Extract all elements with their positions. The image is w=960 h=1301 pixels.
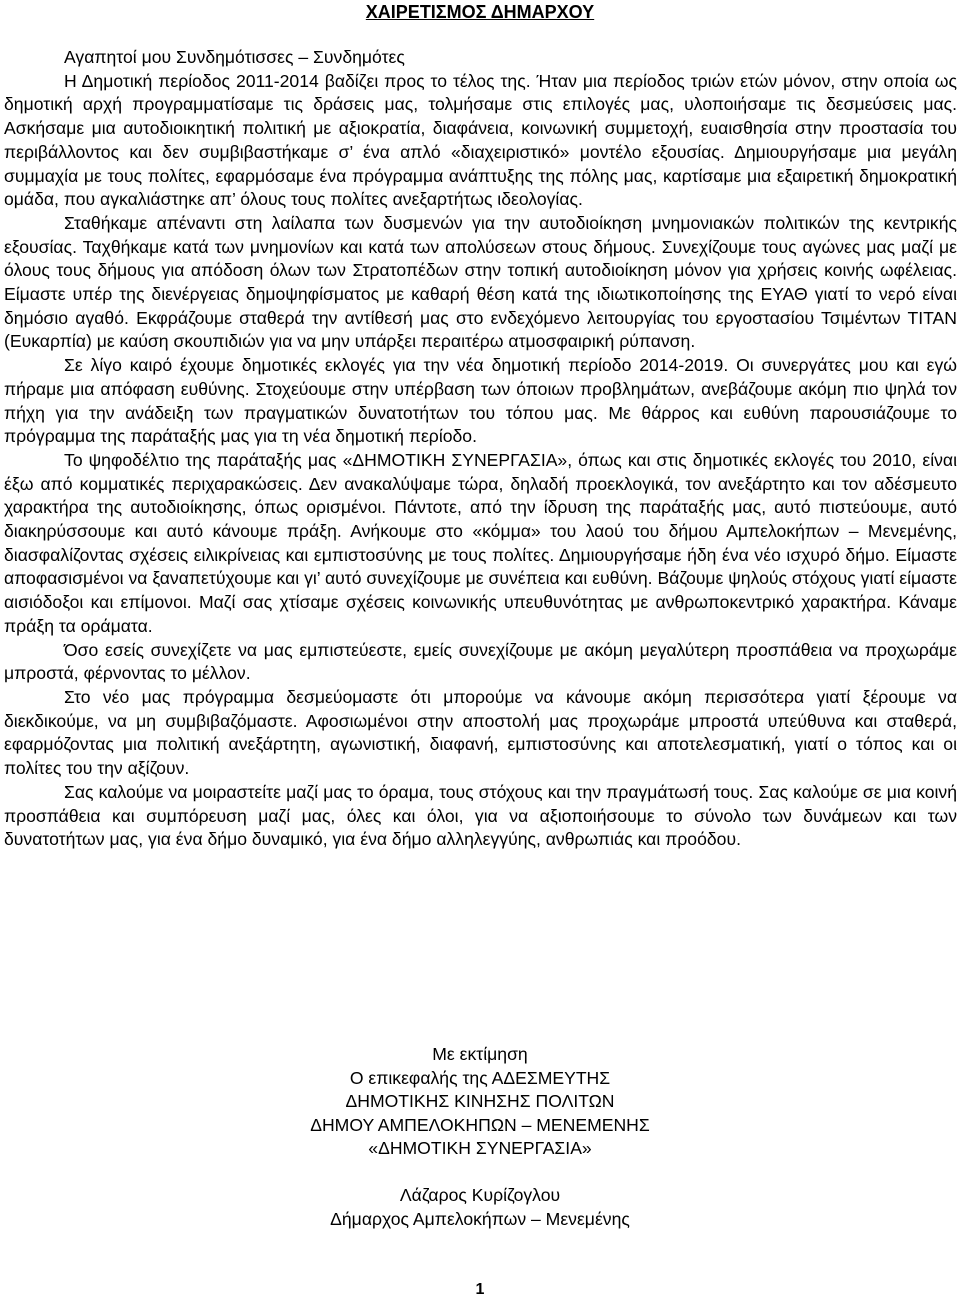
paragraph-positions: Σταθήκαμε απέναντι στη λαίλαπα των δυσμενών για την αυτοδιοίκηση μνημονιακών πολιτικών της κεντρικής εξουσίας. Ταχθήκαμε κατά των μνημονίων και κατά των απολύσεων στους δήμους. Συνεχίζουμε τους αγώνες μας μαζί με όλους τους δήμους για απόδοση όλων των Στρατοπέδων στην τοπική αυτοδιοίκηση μόνον για χρήσεις κοινής ωφέλειας. Είμαστε υπέρ της διενέργειας δημοψηφίσματος με καθαρή θέση κατά της ιδιωτικοποίησης της ΕΥΑΘ γιατί το νερό είναι δημόσιο αγαθό. Εκφράζουμε σταθερά την αντίθεσή μας στο ενδεχόμενο λειτουργίας του εργοστασίου Τσιμέντων ΤΙΤΑΝ (Ευκαρπία) με καύση σκουπιδιών για να μην υπάρξει περαιτέρω ατμοσφαιρική ρύπανση. — [4, 212, 957, 352]
closing-org-line-3: ΔΗΜΟΥ ΑΜΠΕΛΟΚΗΠΩΝ – ΜΕΝΕΜΕΝΗΣ — [310, 1114, 650, 1135]
paragraph-intro: Η Δημοτική περίοδος 2011-2014 βαδίζει προς το τέλος της. Ήταν μια περίοδος τριών ετών μόνον, στην οποία ως δημοτική αρχή προγραμματίσαμε τις δράσεις μας, τολμήσαμε στις επιλογές μας, υλοποιήσαμε τις δεσμεύσεις μας. Ασκήσαμε μια αυτοδιοικητική πολιτική με αξιοκρατία, διαφάνεια, κοινωνική συμμετοχή, ευαισθησία στην προστασία του περιβάλλοντος και δεν συμβιβαστήκαμε σ’ ένα απλό «διαχειριστικό» μοντέλο εξουσίας. Δημιουργήσαμε μια μεγάλη συμμαχία με τους πολίτες, εφαρμόσαμε ένα πρόγραμμα ανάπτυξης της πόλης μας, καρτίσαμε μια εξαιρετική δημοκρατική ομάδα, που αγκαλιάστηκε απ’ όλους τους πολίτες ανεξαρτήτως ιδεολογίας. — [4, 70, 957, 210]
paragraph-trust: Όσο εσείς συνεχίζετε να μας εμπιστεύεστε, εμείς συνεχίζουμε με ακόμη μεγαλύτερη προσπάθεια να προχωράμε μπροστά, φέρνοντας το μέλλον. — [4, 639, 957, 684]
closing-org-line-4: «ΔΗΜΟΤΙΚΗ ΣΥΝΕΡΓΑΣΙΑ» — [368, 1138, 592, 1158]
paragraph-ballot: Το ψηφοδέλτιο της παράταξής μας «ΔΗΜΟΤΙΚΗ ΣΥΝΕΡΓΑΣΙΑ», όπως και στις δημοτικές εκλογές του 2010, είναι έξω από κομματικές περιχαρακώσεις. Δεν ανακαλύψαμε τώρα, δηλαδή προεκλογικά, τον ανεξάρτητο και τον αδέσμευτο χαρακτήρα της αυτοδιοίκησης, όπως ορισμένοι. Πάντοτε, από την ίδρυση της παράταξής μας, αυτό πιστεύουμε, αυτό διακηρύσσουμε και αυτό κάνουμε πράξη. Ανήκουμε στο «κόμμα» του λαού του δήμου Αμπελοκήπων – Μενεμένης, διασφαλίζοντας σχέσεις ειλικρίνειας και εμπιστοσύνης με τους πολίτες. Δημιουργήσαμε ήδη ένα νέο ισχυρό δήμο. Είμαστε αποφασισμένοι να ξαναπετύχουμε και γι’ αυτό συνεχίζουμε με συνέπεια και ευθύνη. Βάζουμε ψηλούς στόχους γιατί είμαστε αισιόδοξοι και επίμονοι. Μαζί σας χτίσαμε σχέσεις κοινωνικής υπευθυνότητας με ανθρωποκεντρικό χαρακτήρα. Κάναμε πράξη τα οράματα. — [4, 449, 957, 636]
page-number: 1 — [475, 1281, 485, 1298]
paragraph-program: Στο νέο μας πρόγραμμα δεσμεύομαστε ότι μπορούμε να κάνουμε ακόμη περισσότερα γιατί ξέρουμε να διεκδικούμε, να μη συμβιβαζόμαστε. Αφοσιωμένοι στην αποστολή μας προχωράμε μπροστά υπεύθυνα και σταθερά, εφαρμόζοντας μια πολιτική ανεξάρτητη, αγωνιστική, διαφανή, εμπιστοσύνης και αποτελεσματική, γιατί ο τόπος και οι πολίτες του την αξίζουν. — [4, 686, 957, 779]
signature-gap — [0, 1161, 960, 1185]
signatory-name: Λάζαρος Κυρίζογλου — [399, 1185, 561, 1205]
document-title: ΧΑΙΡΕΤΙΣΜΟΣ ΔΗΜΑΡΧΟΥ — [365, 2, 595, 22]
closing-salutation: Με εκτίμηση — [432, 1044, 528, 1064]
closing-org-line-1: Ο επικεφαλής της ΑΔΕΣΜΕΥΤΗΣ — [349, 1067, 611, 1088]
closing-org-line-2: ΔΗΜΟΤΙΚΗΣ ΚΙΝΗΣΗΣ ΠΟΛΙΤΩΝ — [345, 1091, 615, 1111]
greeting: Αγαπητοί μου Συνδημότισσες – Συνδημότες — [64, 47, 405, 67]
paragraph-invitation: Σας καλούμε να μοιραστείτε μαζί μας το όραμα, τους στόχους και την πραγμάτωσή τους. Σας καλούμε σε μια κοινή προσπάθεια και συμπόρευση μαζί μας, όλες και όλοι, για να αξιοποιήσουμε το σύνολο των δυνάμεων και των δυνατοτήτων μας, για ένα δήμο δυναμικό, για ένα δήμο αλληλεγγύης, ανθρωπιάς και προόδου. — [4, 781, 957, 850]
signatory-title: Δήμαρχος Αμπελοκήπων – Μενεμένης — [330, 1208, 630, 1229]
signature-block — [0, 1043, 960, 1231]
paragraph-elections: Σε λίγο καιρό έχουμε δημοτικές εκλογές για την νέα δημοτική περίοδο 2014-2019. Οι συνεργάτες μου και εγώ πήραμε μια απόφαση ευθύνης. Στοχεύουμε στην υπέρβαση των όποιων προβλημάτων, ανεβάζουμε ακόμη πιο ψηλά τον πήχη για την ανάδειξη των πραγματικών δυνατοτήτων του τόπου μας. Με θάρρος και ευθύνη παρουσιάζουμε το πρόγραμμα της παράταξής μας για τη νέα δημοτική περίοδο. — [4, 355, 957, 447]
letter-body — [4, 46, 957, 852]
